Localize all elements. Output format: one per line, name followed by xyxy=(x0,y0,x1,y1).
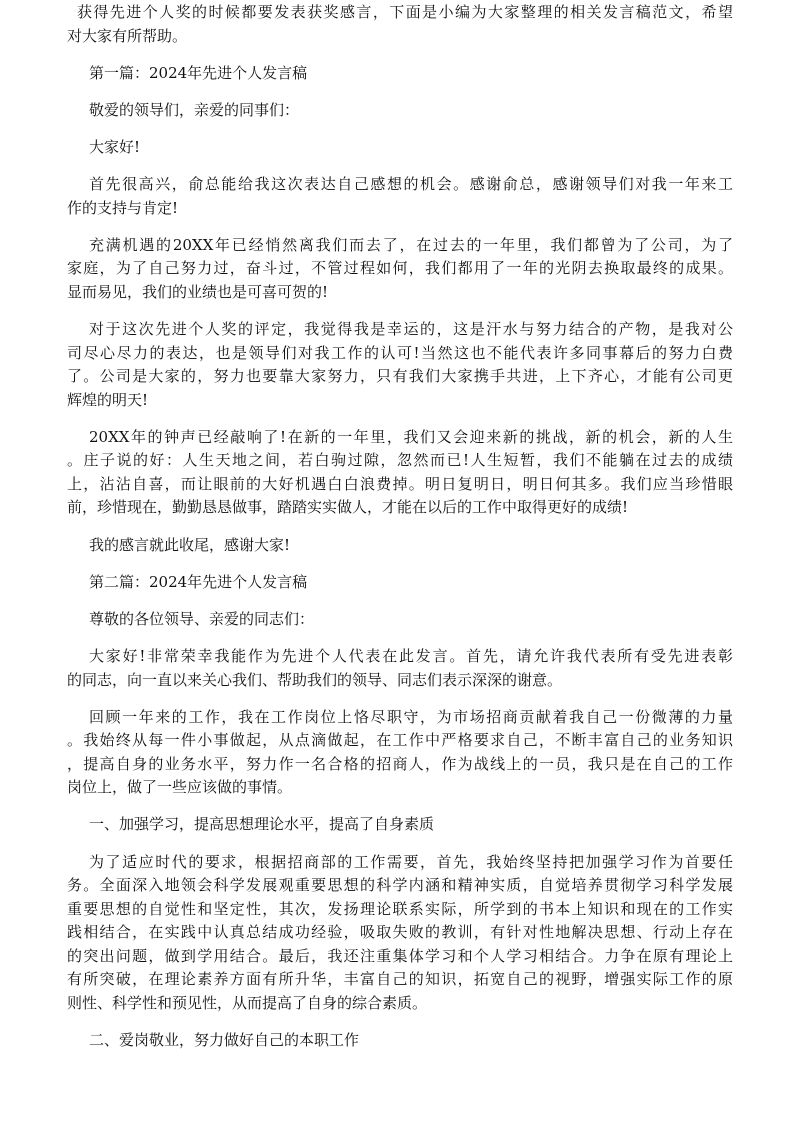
paragraph xyxy=(67,318,733,412)
text-line: 重要思想的自觉性和坚定性，其次，发扬理论联系实际，所学到的书本上知识和现在的工作实 xyxy=(67,899,733,918)
text-line: 司尽心尽力的表达，也是领导们对我工作的认可!当然这也不能代表许多同事幕后的努力白费 xyxy=(67,343,733,362)
text-line: 尊敬的各位领导、亲爱的同志们： xyxy=(89,609,315,628)
text-line: 第一篇：2024年先进个人发言稿 xyxy=(89,63,308,82)
text-line: 前，珍惜现在，勤勤恳恳做事，踏踏实实做人，才能在以后的工作中取得更好的成绩! xyxy=(67,498,629,517)
text-line: 。庄子说的好：人生天地之间，若白驹过隙，忽然而已!人生短暂，我们不能躺在过去的成绩 xyxy=(67,451,733,470)
text-line: 显而易见，我们的业绩也是可喜可贺的! xyxy=(67,282,329,301)
text-line: 上，沾沾自喜，而让眼前的大好机遇白白浪费掉。明日复明日，明日何其多。我们应当珍惜眼 xyxy=(67,474,733,493)
paragraph xyxy=(67,99,733,123)
text-line: 获得先进个人奖的时候都要发表获奖感言，下面是小编为大家整理的相关发言稿范文，希望 xyxy=(77,3,733,21)
paragraph xyxy=(67,534,733,558)
paragraph xyxy=(67,136,733,160)
text-line: 辉煌的明天! xyxy=(67,390,149,409)
text-line: 。我始终从每一件小事做起，从点滴做起，在工作中严格要求自己，不断丰富自己的业务知识 xyxy=(67,731,733,750)
text-line: 二、爱岗敬业，努力做好自己的本职工作 xyxy=(89,1030,360,1049)
text-line: 大家好! xyxy=(89,138,141,157)
text-line: 践相结合，在实践中认真总结成功经验，吸取失败的教训，有针对性地解决思想、行动上存在 xyxy=(67,923,733,942)
paragraph xyxy=(67,571,733,595)
paragraph xyxy=(67,173,733,220)
paragraph xyxy=(67,234,733,305)
text-line: 的突出问题，做到学用结合。最后，我还注重集体学习和个人学习相结合。力争在原有理论上 xyxy=(67,946,733,965)
text-line: 的同志，向一直以来关心我们、帮助我们的领导、同志们表示深深的谢意。 xyxy=(67,670,563,689)
text-line: 家庭，为了自己努力过，奋斗过，不管过程如何，我们都用了一年的光阴去换取最终的成果。 xyxy=(67,259,733,278)
paragraph xyxy=(67,645,733,692)
text-line: 则性、科学性和预见性，从而提高了自身的综合素质。 xyxy=(67,993,428,1012)
paragraph xyxy=(67,1029,733,1053)
paragraph xyxy=(67,851,733,1016)
text-line: 回顾一年来的工作，我在工作岗位上恪尽职守，为市场招商贡献着我自己一份微薄的力量 xyxy=(89,707,733,726)
text-line: 务。全面深入地领会科学发展观重要思想的科学内涵和精神实质，自觉培养贯彻学习科学发展 xyxy=(67,876,733,895)
text-line: 对于这次先进个人奖的评定，我觉得我是幸运的，这是汗水与努力结合的产物，是我对公 xyxy=(89,320,733,339)
text-line: 作的支持与肯定! xyxy=(67,198,179,217)
document-body xyxy=(67,1,733,1066)
paragraph xyxy=(67,426,733,520)
text-line: 我的感言就此收尾，感谢大家! xyxy=(89,535,291,554)
paragraph xyxy=(67,706,733,800)
text-line: 20XX年的钟声已经敲响了!在新的一年里，我们又会迎来新的挑战，新的机会，新的人生 xyxy=(89,427,733,446)
text-line: 为了适应时代的要求，根据招商部的工作需要，首先，我始终坚持把加强学习作为首要任 xyxy=(89,852,733,871)
text-line: 充满机遇的20XX年已经悄然离我们而去了，在过去的一年里，我们都曾为了公司，为了 xyxy=(89,235,733,254)
text-line: 大家好!非常荣幸我能作为先进个人代表在此发言。首先，请允许我代表所有受先进表彰 xyxy=(89,647,733,666)
text-line: 有所突破，在理论素养方面有所升华，丰富自己的知识，拓宽自己的视野，增强实际工作的原 xyxy=(67,970,733,989)
paragraph xyxy=(67,62,733,86)
text-line: 首先很高兴，俞总能给我这次表达自己感想的机会。感谢俞总，感谢领导们对我一年来工 xyxy=(89,175,733,194)
paragraph xyxy=(67,608,733,632)
text-line: 了。公司是大家的，努力也要靠大家努力，只有我们大家携手共进，上下齐心，才能有公司更 xyxy=(67,367,733,386)
paragraph xyxy=(67,1,733,48)
text-line: ，提高自身的业务水平，努力作一名合格的招商人，作为战线上的一员，我只是在自己的工作 xyxy=(67,754,733,773)
text-line: 岗位上，做了一些应该做的事情。 xyxy=(67,778,293,797)
text-line: 第二篇：2024年先进个人发言稿 xyxy=(89,572,308,591)
text-line: 敬爱的领导们，亲爱的同事们： xyxy=(89,100,300,119)
paragraph xyxy=(67,813,733,837)
text-line: 对大家有所帮助。 xyxy=(67,26,188,45)
text-line: 一、加强学习，提高思想理论水平，提高了自身素质 xyxy=(89,815,435,834)
